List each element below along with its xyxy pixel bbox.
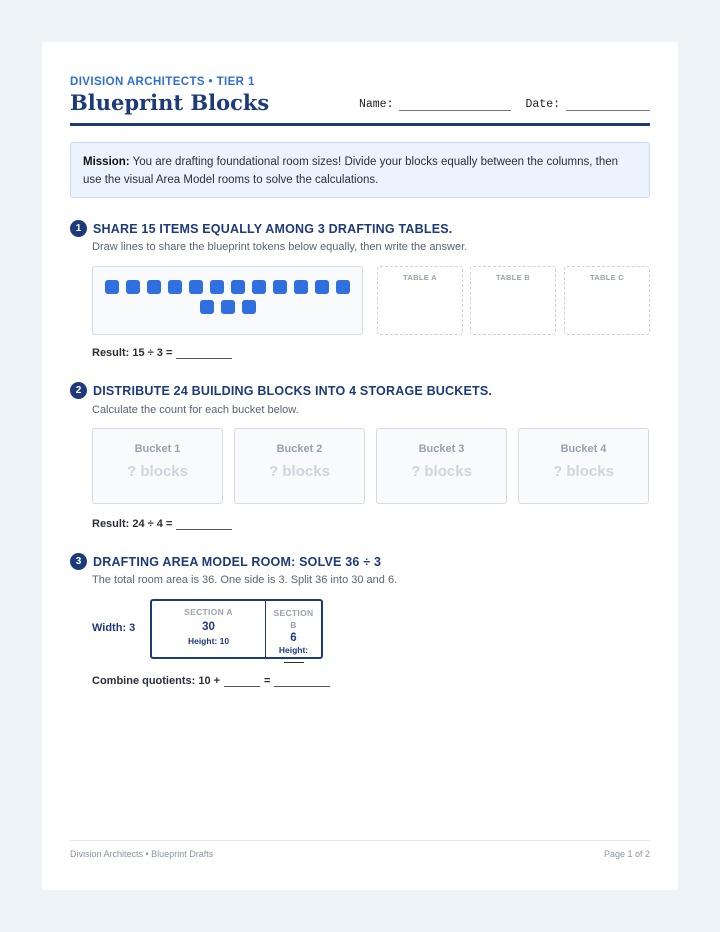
section-2-answer-blank[interactable] [176,517,232,530]
mission-box [70,142,650,198]
date-field[interactable] [566,98,650,111]
section-3-title: DRAFTING AREA MODEL ROOM: SOLVE 36 ÷ 3 [93,554,382,569]
table-b-label: TABLE B [495,273,531,282]
section-b-label-1: SECTION [273,608,314,618]
section-2-title: DISTRIBUTE 24 BUILDING BLOCKS INTO 4 STORAGE BUCKETS. [93,383,493,398]
section-b-room [266,601,321,657]
blueprint-token[interactable] [126,280,140,294]
bucket-3[interactable] [376,428,507,504]
section-2-result [92,517,232,530]
token-box [92,266,363,335]
section-1-instruction: Draw lines to share the blueprint tokens below equally, then write the answer. [92,241,468,253]
footer-page-number: Page 1 of 2 [603,849,650,859]
combine-equals: = [264,675,271,687]
bucket-1-value: ? blocks [127,463,188,480]
section-b-height-blank[interactable] [284,662,304,663]
blueprint-token[interactable] [315,280,329,294]
section-2-header [70,382,492,399]
bucket-3-value: ? blocks [411,463,472,480]
section-2-instruction: Calculate the count for each bucket below. [92,404,299,416]
table-c-label: TABLE C [589,273,625,282]
footer-rule [70,840,650,841]
blueprint-token[interactable] [168,280,182,294]
section-2-number: 2 [70,382,87,399]
section-2-result-label: Result: 24 ÷ 4 = [92,518,173,530]
blueprint-token[interactable] [231,280,245,294]
blueprint-token[interactable] [189,280,203,294]
blueprint-token[interactable] [210,280,224,294]
area-model [150,599,323,659]
combine-quotients [92,674,334,687]
bucket-4-value: ? blocks [553,463,614,480]
section-3-instruction: The total room area is 36. One side is 3. Split 36 into 30 and 6. [92,574,398,586]
section-1-answer-blank[interactable] [176,346,232,359]
blueprint-token[interactable] [147,280,161,294]
combine-prefix: Combine quotients: 10 + [92,675,221,687]
table-c-box[interactable] [564,266,650,335]
blueprint-token[interactable] [105,280,119,294]
combine-blank-2[interactable] [274,674,330,687]
section-b-height: Height: [278,645,309,655]
blueprint-token[interactable] [242,300,256,314]
table-a-label: TABLE A [403,273,437,282]
combine-blank-1[interactable] [224,674,260,687]
bucket-4-name: Bucket 4 [560,443,607,455]
blueprint-token[interactable] [294,280,308,294]
blueprint-token[interactable] [221,300,235,314]
section-b-value: 6 [290,632,297,644]
section-a-height: Height: 10 [187,636,230,646]
bucket-2-value: ? blocks [269,463,330,480]
blueprint-token[interactable] [336,280,350,294]
section-1-result [92,346,232,359]
section-a-room [152,601,266,657]
worksheet-page [42,42,678,890]
area-width-label: Width: 3 [92,622,136,634]
section-1-header [70,220,452,237]
section-a-value: 30 [202,621,215,633]
name-label: Name: [358,98,394,111]
bucket-2-name: Bucket 2 [276,443,323,455]
tier-label: DIVISION ARCHITECTS • TIER 1 [70,76,255,88]
section-3-number: 3 [70,553,87,570]
bucket-1[interactable] [92,428,223,504]
table-b-box[interactable] [470,266,556,335]
bucket-3-name: Bucket 3 [418,443,465,455]
footer-left: Division Architects • Blueprint Drafts [70,849,214,859]
blueprint-token[interactable] [273,280,287,294]
name-field[interactable] [399,98,511,111]
blueprint-token[interactable] [252,280,266,294]
section-b-label-2: B [290,620,297,630]
date-label: Date: [525,98,560,111]
bucket-1-name: Bucket 1 [134,443,181,455]
name-date-fields [359,98,650,111]
section-1-result-label: Result: 15 ÷ 3 = [92,347,173,359]
bucket-4[interactable] [518,428,649,504]
section-1-title: SHARE 15 ITEMS EQUALLY AMONG 3 DRAFTING TABLES. [93,221,453,236]
section-a-label: SECTION A [184,607,233,617]
header-rule [70,123,650,126]
blueprint-token[interactable] [200,300,214,314]
bucket-2[interactable] [234,428,365,504]
page-title: Blueprint Blocks [70,90,270,115]
section-1-number: 1 [70,220,87,237]
table-a-box[interactable] [377,266,463,335]
mission-label: Mission: [83,156,130,168]
section-3-header [70,553,381,570]
mission-text: You are drafting foundational room sizes! Divide your blocks equally between the columns, then use the visual Area Model rooms to solve the calculations. [83,156,619,186]
